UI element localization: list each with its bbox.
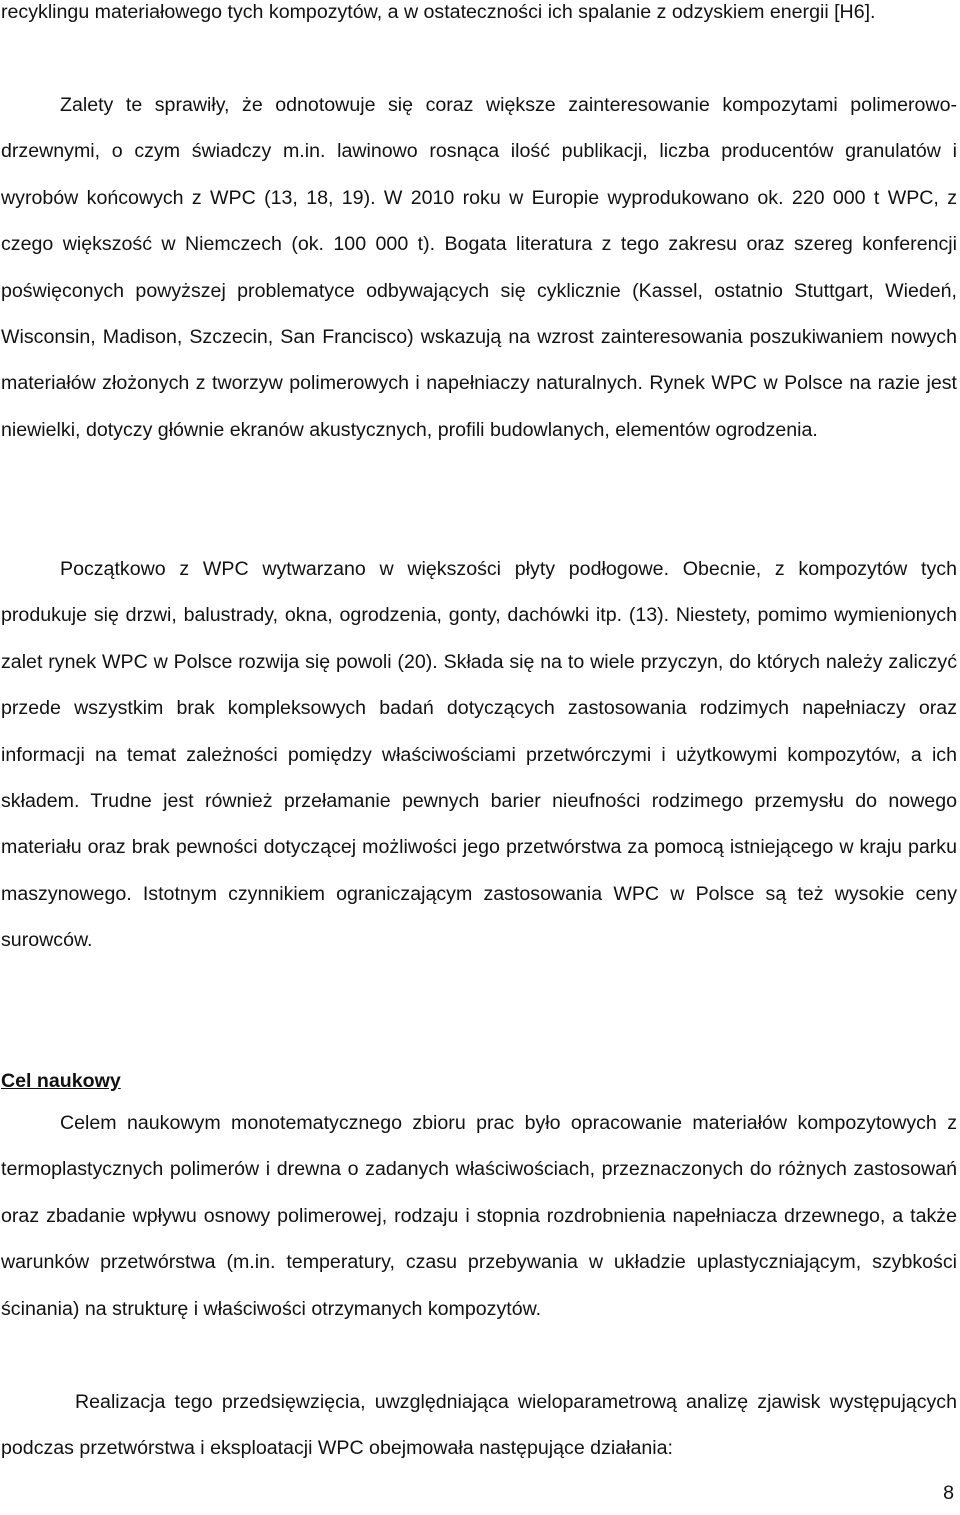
paragraph-realization: Realizacja tego przedsięwzięcia, uwzględniająca wieloparametrową analizę zjawisk występujących podczas przetwórstwa i eksploatacji WPC obejmowała następujące działania: (1, 1391, 957, 1460)
paragraph-wpc-interest: Zalety te sprawiły, że odnotowuje się coraz większe zainteresowanie kompozytami polimerowo-drzewnymi, o czym świadczy m.in. lawinowo rosnąca ilość publikacji, liczba producentów granulatów i wyrobów końcowych z WPC (13, 18, 19). W 2010 roku w Europie wyprodukowano ok. 220 000 t WPC, z czego większość w Niemczech (ok. 100 000 t). Bogata literatura z tego zakresu oraz szereg konferencji poświęconych powyższej problematyce odbywających się cyklicznie (Kassel, ostatnio Stuttgart, Wiedeń, Wisconsin, Madison, Szczecin, San Francisco) wskazują na wzrost zainteresowania poszukiwaniem nowych materiałów złożonych z tworzyw polimerowych i napełniaczy naturalnych. Rynek WPC w Polsce na razie jest niewielki, dotyczy głównie ekranów akustycznych, profili budowlanych, elementów ogrodzenia. (1, 94, 957, 441)
paragraph-research-aim: Celem naukowym monotematycznego zbioru prac było opracowanie materiałów kompozytowych z termoplastycznych polimerów i drewna o zadanych właściwościach, przeznaczonych do różnych zastosowań oraz zbadanie wpływu osnowy polimerowej, rodzaju i stopnia rozdrobnienia napełniacza drzewnego, a także warunków przetwórstwa (m.in. temperatury, czasu przebywania w układzie uplastyczniającym, szybkości ścinania) na strukturę i właściwości otrzymanych kompozytów. (1, 1112, 957, 1320)
paragraph-continuation: recyklingu materiałowego tych kompozytów, a w ostateczności ich spalanie z odzyskiem energii [H6]. (1, 1, 876, 23)
paragraph-wpc-poland: Początkowo z WPC wytwarzano w większości płyty podłogowe. Obecnie, z kompozytów tych produkuje się drzwi, balustrady, okna, ogrodzenia, gonty, dachówki itp. (13). Niestety, pomimo wymienionych zalet rynek WPC w Polsce rozwija się powoli (20). Składa się na to wiele przyczyn, do których należy zaliczyć przede wszystkim brak kompleksowych badań dotyczących zastosowania rodzimych napełniaczy oraz informacji na temat zależności pomiędzy właściwościami przetwórczymi i użytkowymi kompozytów, a ich składem. Trudne jest również przełamanie pewnych barier nieufności rodzimego przemysłu do nowego materiału oraz brak pewności dotyczącej możliwości jego przetwórstwa za pomocą istniejącego w kraju parku maszynowego. Istotnym czynnikiem ograniczającym zastosowania WPC w Polsce są też wysokie ceny surowców. (1, 558, 957, 952)
page-number: 8 (943, 1482, 954, 1504)
section-heading: Cel naukowy (1, 1070, 121, 1092)
